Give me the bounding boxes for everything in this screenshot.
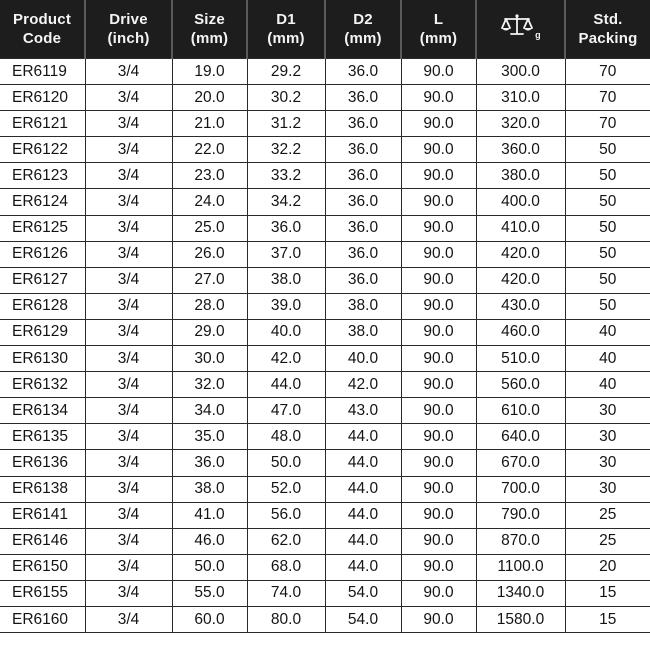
header-product-code	[0, 0, 85, 59]
cell-weight: 430.0	[476, 293, 565, 319]
cell-product-code: ER6160	[0, 606, 85, 632]
cell-product-code: ER6120	[0, 85, 85, 111]
cell-d1: 33.2	[247, 163, 325, 189]
cell-length: 90.0	[401, 85, 476, 111]
cell-weight: 1100.0	[476, 554, 565, 580]
cell-d1: 44.0	[247, 372, 325, 398]
table-row	[0, 476, 650, 502]
cell-std-packing: 50	[565, 137, 650, 163]
cell-weight: 1580.0	[476, 606, 565, 632]
table-body	[0, 59, 650, 633]
cell-weight: 790.0	[476, 502, 565, 528]
cell-size: 50.0	[172, 554, 247, 580]
cell-std-packing: 50	[565, 293, 650, 319]
cell-weight: 310.0	[476, 85, 565, 111]
header-row	[0, 0, 650, 59]
cell-weight: 510.0	[476, 346, 565, 372]
cell-d1: 30.2	[247, 85, 325, 111]
cell-drive: 3/4	[85, 372, 172, 398]
cell-d1: 29.2	[247, 59, 325, 85]
cell-length: 90.0	[401, 137, 476, 163]
cell-weight: 300.0	[476, 59, 565, 85]
cell-d2: 44.0	[325, 424, 401, 450]
cell-length: 90.0	[401, 346, 476, 372]
cell-d1: 34.2	[247, 189, 325, 215]
cell-size: 28.0	[172, 293, 247, 319]
cell-length: 90.0	[401, 554, 476, 580]
cell-std-packing: 70	[565, 111, 650, 137]
cell-size: 23.0	[172, 163, 247, 189]
cell-drive: 3/4	[85, 267, 172, 293]
header-weight	[476, 0, 565, 59]
cell-product-code: ER6141	[0, 502, 85, 528]
cell-drive: 3/4	[85, 424, 172, 450]
cell-length: 90.0	[401, 372, 476, 398]
cell-size: 36.0	[172, 450, 247, 476]
cell-size: 38.0	[172, 476, 247, 502]
header-label: D1	[276, 11, 296, 28]
header-label: Std.	[593, 11, 623, 28]
cell-length: 90.0	[401, 267, 476, 293]
cell-d2: 38.0	[325, 319, 401, 345]
header-std-packing	[565, 0, 650, 59]
cell-drive: 3/4	[85, 528, 172, 554]
cell-drive: 3/4	[85, 215, 172, 241]
cell-product-code: ER6132	[0, 372, 85, 398]
cell-d2: 44.0	[325, 554, 401, 580]
header-label: Packing	[578, 30, 638, 47]
table-row	[0, 137, 650, 163]
cell-d1: 50.0	[247, 450, 325, 476]
cell-product-code: ER6125	[0, 215, 85, 241]
cell-d1: 32.2	[247, 137, 325, 163]
cell-drive: 3/4	[85, 502, 172, 528]
cell-size: 32.0	[172, 372, 247, 398]
cell-weight: 460.0	[476, 319, 565, 345]
cell-length: 90.0	[401, 606, 476, 632]
cell-d2: 44.0	[325, 528, 401, 554]
table-row	[0, 163, 650, 189]
cell-std-packing: 30	[565, 424, 650, 450]
header-label: Drive	[109, 11, 148, 28]
cell-product-code: ER6122	[0, 137, 85, 163]
cell-d1: 47.0	[247, 398, 325, 424]
cell-length: 90.0	[401, 476, 476, 502]
cell-std-packing: 15	[565, 580, 650, 606]
table-header	[0, 0, 650, 59]
cell-std-packing: 50	[565, 189, 650, 215]
cell-size: 60.0	[172, 606, 247, 632]
table-row	[0, 346, 650, 372]
cell-weight: 560.0	[476, 372, 565, 398]
cell-product-code: ER6146	[0, 528, 85, 554]
cell-d1: 68.0	[247, 554, 325, 580]
cell-weight: 400.0	[476, 189, 565, 215]
cell-drive: 3/4	[85, 163, 172, 189]
cell-drive: 3/4	[85, 606, 172, 632]
cell-d2: 36.0	[325, 137, 401, 163]
cell-size: 26.0	[172, 241, 247, 267]
cell-d2: 36.0	[325, 59, 401, 85]
header-label: L	[433, 11, 444, 28]
cell-std-packing: 25	[565, 502, 650, 528]
cell-std-packing: 20	[565, 554, 650, 580]
cell-weight: 380.0	[476, 163, 565, 189]
cell-d1: 38.0	[247, 267, 325, 293]
cell-d1: 52.0	[247, 476, 325, 502]
cell-weight: 610.0	[476, 398, 565, 424]
cell-d2: 43.0	[325, 398, 401, 424]
cell-product-code: ER6138	[0, 476, 85, 502]
cell-product-code: ER6135	[0, 424, 85, 450]
cell-product-code: ER6126	[0, 241, 85, 267]
table-row	[0, 372, 650, 398]
table-row	[0, 398, 650, 424]
cell-d2: 54.0	[325, 606, 401, 632]
cell-d2: 54.0	[325, 580, 401, 606]
table-row	[0, 606, 650, 632]
header-length	[401, 0, 476, 59]
cell-std-packing: 50	[565, 163, 650, 189]
cell-d2: 42.0	[325, 372, 401, 398]
cell-d1: 31.2	[247, 111, 325, 137]
cell-drive: 3/4	[85, 346, 172, 372]
cell-drive: 3/4	[85, 580, 172, 606]
cell-d2: 44.0	[325, 450, 401, 476]
header-d1	[247, 0, 325, 59]
cell-std-packing: 30	[565, 450, 650, 476]
cell-d1: 37.0	[247, 241, 325, 267]
cell-std-packing: 25	[565, 528, 650, 554]
cell-d2: 38.0	[325, 293, 401, 319]
cell-d1: 62.0	[247, 528, 325, 554]
table-row	[0, 59, 650, 85]
table-row	[0, 241, 650, 267]
weight-unit-label: g	[535, 29, 541, 40]
cell-weight: 670.0	[476, 450, 565, 476]
cell-size: 29.0	[172, 319, 247, 345]
cell-length: 90.0	[401, 189, 476, 215]
cell-length: 90.0	[401, 241, 476, 267]
header-label: (mm)	[190, 30, 229, 47]
table-row	[0, 293, 650, 319]
cell-std-packing: 15	[565, 606, 650, 632]
cell-product-code: ER6136	[0, 450, 85, 476]
cell-std-packing: 70	[565, 85, 650, 111]
cell-size: 25.0	[172, 215, 247, 241]
cell-d2: 40.0	[325, 346, 401, 372]
cell-length: 90.0	[401, 215, 476, 241]
cell-weight: 1340.0	[476, 580, 565, 606]
cell-size: 20.0	[172, 85, 247, 111]
cell-d1: 36.0	[247, 215, 325, 241]
header-size	[172, 0, 247, 59]
cell-size: 27.0	[172, 267, 247, 293]
header-d2	[325, 0, 401, 59]
table-row	[0, 502, 650, 528]
cell-product-code: ER6128	[0, 293, 85, 319]
cell-product-code: ER6130	[0, 346, 85, 372]
cell-drive: 3/4	[85, 137, 172, 163]
cell-length: 90.0	[401, 580, 476, 606]
table-row	[0, 111, 650, 137]
cell-d2: 36.0	[325, 111, 401, 137]
cell-size: 22.0	[172, 137, 247, 163]
header-label: Product	[12, 11, 72, 28]
cell-weight: 360.0	[476, 137, 565, 163]
cell-product-code: ER6134	[0, 398, 85, 424]
cell-size: 46.0	[172, 528, 247, 554]
cell-product-code: ER6119	[0, 59, 85, 85]
cell-d2: 36.0	[325, 241, 401, 267]
header-label: (mm)	[267, 30, 305, 47]
table-row	[0, 85, 650, 111]
cell-size: 34.0	[172, 398, 247, 424]
cell-drive: 3/4	[85, 189, 172, 215]
cell-std-packing: 40	[565, 346, 650, 372]
cell-d1: 80.0	[247, 606, 325, 632]
cell-product-code: ER6121	[0, 111, 85, 137]
cell-std-packing: 70	[565, 59, 650, 85]
header-label: (inch)	[107, 30, 150, 47]
cell-weight: 640.0	[476, 424, 565, 450]
table-row	[0, 450, 650, 476]
cell-weight: 420.0	[476, 241, 565, 267]
cell-weight: 420.0	[476, 267, 565, 293]
cell-length: 90.0	[401, 424, 476, 450]
header-drive	[85, 0, 172, 59]
cell-length: 90.0	[401, 450, 476, 476]
cell-drive: 3/4	[85, 59, 172, 85]
cell-size: 19.0	[172, 59, 247, 85]
cell-d1: 56.0	[247, 502, 325, 528]
cell-std-packing: 30	[565, 398, 650, 424]
cell-d2: 44.0	[325, 476, 401, 502]
cell-drive: 3/4	[85, 554, 172, 580]
header-label: (mm)	[344, 30, 382, 47]
cell-length: 90.0	[401, 502, 476, 528]
cell-product-code: ER6155	[0, 580, 85, 606]
cell-product-code: ER6123	[0, 163, 85, 189]
cell-d1: 39.0	[247, 293, 325, 319]
cell-length: 90.0	[401, 111, 476, 137]
header-label: (mm)	[419, 30, 458, 47]
cell-size: 21.0	[172, 111, 247, 137]
cell-std-packing: 30	[565, 476, 650, 502]
cell-length: 90.0	[401, 59, 476, 85]
cell-drive: 3/4	[85, 241, 172, 267]
cell-d1: 40.0	[247, 319, 325, 345]
cell-std-packing: 40	[565, 372, 650, 398]
cell-weight: 870.0	[476, 528, 565, 554]
table-row	[0, 424, 650, 450]
cell-std-packing: 50	[565, 241, 650, 267]
cell-product-code: ER6124	[0, 189, 85, 215]
cell-d1: 42.0	[247, 346, 325, 372]
cell-drive: 3/4	[85, 476, 172, 502]
header-label: Code	[22, 30, 62, 47]
weight-scale-icon	[500, 13, 534, 42]
cell-length: 90.0	[401, 528, 476, 554]
cell-d2: 36.0	[325, 267, 401, 293]
header-label: D2	[353, 11, 373, 28]
cell-d2: 36.0	[325, 215, 401, 241]
table-row	[0, 580, 650, 606]
cell-d2: 36.0	[325, 85, 401, 111]
cell-weight: 320.0	[476, 111, 565, 137]
cell-length: 90.0	[401, 163, 476, 189]
cell-drive: 3/4	[85, 85, 172, 111]
header-label: Size	[194, 11, 225, 28]
cell-std-packing: 40	[565, 319, 650, 345]
cell-size: 24.0	[172, 189, 247, 215]
cell-d2: 36.0	[325, 189, 401, 215]
table-row	[0, 267, 650, 293]
cell-weight: 700.0	[476, 476, 565, 502]
cell-product-code: ER6127	[0, 267, 85, 293]
cell-length: 90.0	[401, 398, 476, 424]
cell-d1: 74.0	[247, 580, 325, 606]
table-row	[0, 554, 650, 580]
table-row	[0, 319, 650, 345]
cell-drive: 3/4	[85, 398, 172, 424]
cell-size: 41.0	[172, 502, 247, 528]
cell-std-packing: 50	[565, 215, 650, 241]
cell-size: 55.0	[172, 580, 247, 606]
table-row	[0, 189, 650, 215]
cell-d1: 48.0	[247, 424, 325, 450]
cell-size: 30.0	[172, 346, 247, 372]
table-row	[0, 528, 650, 554]
cell-product-code: ER6150	[0, 554, 85, 580]
cell-drive: 3/4	[85, 293, 172, 319]
cell-d2: 44.0	[325, 502, 401, 528]
cell-length: 90.0	[401, 319, 476, 345]
cell-drive: 3/4	[85, 111, 172, 137]
cell-std-packing: 50	[565, 267, 650, 293]
cell-product-code: ER6129	[0, 319, 85, 345]
table-row	[0, 215, 650, 241]
cell-weight: 410.0	[476, 215, 565, 241]
cell-size: 35.0	[172, 424, 247, 450]
cell-drive: 3/4	[85, 450, 172, 476]
cell-length: 90.0	[401, 293, 476, 319]
cell-d2: 36.0	[325, 163, 401, 189]
cell-drive: 3/4	[85, 319, 172, 345]
